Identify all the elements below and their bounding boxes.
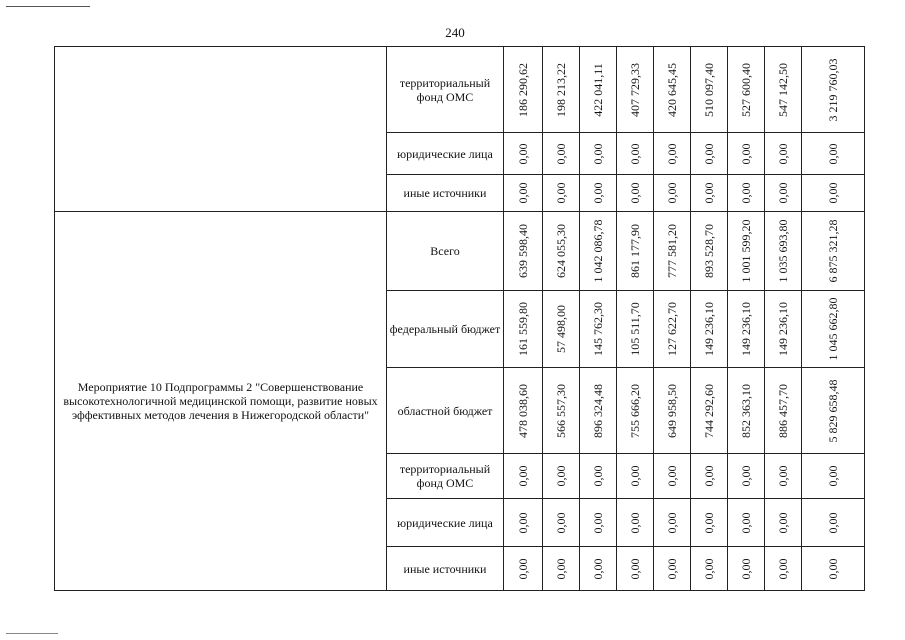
value-text: 0,00	[628, 558, 642, 579]
year-value-cell	[617, 368, 654, 454]
value-text: 0,00	[516, 143, 530, 164]
total-value-cell	[802, 212, 865, 291]
value-text: 0,00	[554, 182, 568, 204]
funding-source-cell: иные источники	[387, 547, 504, 591]
value-text: 0,00	[826, 465, 840, 487]
value-text: 777 581,20	[665, 224, 679, 278]
year-value-cell	[765, 454, 802, 499]
value-text: 57 498,00	[554, 305, 568, 353]
total-value-cell	[802, 368, 865, 454]
year-value-cell	[504, 547, 543, 591]
value-text: 0,00	[702, 143, 716, 164]
year-value-cell	[543, 499, 580, 547]
value-text: 198 213,22	[554, 62, 568, 117]
funding-source-cell: территориальный фонд ОМС	[387, 47, 504, 133]
value-text: 0,00	[776, 182, 790, 204]
year-value-cell	[580, 368, 617, 454]
year-value-cell	[654, 291, 691, 368]
year-value-cell	[580, 133, 617, 175]
year-value-cell	[691, 368, 728, 454]
year-value-cell	[728, 212, 765, 291]
value-text: 0,00	[702, 558, 716, 579]
year-value-cell	[543, 175, 580, 212]
value-text: 422 041,11	[591, 62, 605, 117]
value-text: 0,00	[702, 465, 716, 487]
year-value-cell	[765, 175, 802, 212]
value-text: 0,00	[554, 465, 568, 487]
year-value-cell	[691, 291, 728, 368]
event-name-cell	[55, 47, 387, 212]
value-text: 0,00	[554, 143, 568, 164]
year-value-cell	[728, 175, 765, 212]
value-text: 149 236,10	[776, 302, 790, 356]
value-text: 0,00	[665, 512, 679, 533]
year-value-cell	[765, 499, 802, 547]
value-text: 3 219 760,03	[826, 58, 840, 121]
year-value-cell	[580, 212, 617, 291]
top-rule	[6, 6, 90, 7]
year-value-cell	[654, 547, 691, 591]
value-text: 0,00	[665, 465, 679, 487]
value-text: 0,00	[628, 143, 642, 164]
value-text: 566 557,30	[554, 383, 568, 438]
year-value-cell	[504, 368, 543, 454]
year-value-cell	[765, 47, 802, 133]
year-value-cell	[765, 547, 802, 591]
year-value-cell	[728, 454, 765, 499]
value-text: 0,00	[826, 512, 840, 533]
year-value-cell	[617, 291, 654, 368]
value-text: 0,00	[739, 143, 753, 164]
value-text: 861 177,90	[628, 224, 642, 278]
value-text: 105 511,70	[628, 302, 642, 356]
year-value-cell	[654, 212, 691, 291]
value-text: 0,00	[628, 182, 642, 204]
table-row	[55, 212, 865, 291]
year-value-cell	[765, 212, 802, 291]
total-value-cell	[802, 133, 865, 175]
year-value-cell	[728, 133, 765, 175]
event-name-cell: Мероприятие 10 Подпрограммы 2 "Совершенствование высокотехнологичной медицинской помощи, развитие новых эффективных методов лечения в Нижегородской области"	[55, 212, 387, 591]
value-text: 0,00	[554, 512, 568, 533]
value-text: 161 559,80	[516, 302, 530, 356]
value-text: 0,00	[826, 182, 840, 204]
year-value-cell	[691, 499, 728, 547]
value-text: 0,00	[776, 512, 790, 533]
bottom-rule	[6, 633, 58, 634]
funding-source-cell: иные источники	[387, 175, 504, 212]
year-value-cell	[543, 454, 580, 499]
value-text: 510 097,40	[702, 62, 716, 117]
value-text: 896 324,48	[591, 383, 605, 438]
year-value-cell	[617, 47, 654, 133]
year-value-cell	[504, 291, 543, 368]
year-value-cell	[654, 454, 691, 499]
year-value-cell	[654, 499, 691, 547]
total-value-cell	[802, 291, 865, 368]
year-value-cell	[765, 368, 802, 454]
table-body	[55, 47, 865, 591]
year-value-cell	[728, 547, 765, 591]
value-text: 5 829 658,48	[826, 379, 840, 442]
year-value-cell	[504, 499, 543, 547]
year-value-cell	[504, 133, 543, 175]
year-value-cell	[617, 133, 654, 175]
value-text: 0,00	[776, 143, 790, 164]
year-value-cell	[543, 212, 580, 291]
value-text: 639 598,40	[516, 224, 530, 278]
value-text: 127 622,70	[665, 302, 679, 356]
year-value-cell	[580, 499, 617, 547]
year-value-cell	[504, 212, 543, 291]
value-text: 0,00	[702, 512, 716, 533]
funding-source-cell: юридические лица	[387, 133, 504, 175]
value-text: 547 142,50	[776, 62, 790, 117]
value-text: 0,00	[776, 465, 790, 487]
value-text: 1 001 599,20	[739, 219, 753, 283]
value-text: 0,00	[776, 558, 790, 579]
year-value-cell	[654, 47, 691, 133]
page-number: 240	[445, 25, 465, 40]
year-value-cell	[691, 175, 728, 212]
value-text: 0,00	[516, 182, 530, 204]
funding-source-cell: областной бюджет	[387, 368, 504, 454]
year-value-cell	[580, 175, 617, 212]
year-value-cell	[691, 133, 728, 175]
value-text: 186 290,62	[516, 62, 530, 117]
value-text: 624 055,30	[554, 224, 568, 278]
value-text: 6 875 321,28	[826, 219, 840, 283]
total-value-cell	[802, 175, 865, 212]
value-text: 0,00	[826, 143, 840, 164]
value-text: 0,00	[554, 558, 568, 579]
value-text: 0,00	[739, 182, 753, 204]
year-value-cell	[543, 368, 580, 454]
year-value-cell	[617, 212, 654, 291]
budget-table	[54, 46, 865, 591]
value-text: 886 457,70	[776, 383, 790, 438]
value-text: 527 600,40	[739, 62, 753, 117]
value-text: 0,00	[826, 558, 840, 579]
value-text: 0,00	[665, 558, 679, 579]
value-text: 649 958,50	[665, 383, 679, 438]
year-value-cell	[504, 454, 543, 499]
value-text: 0,00	[516, 558, 530, 579]
year-value-cell	[691, 47, 728, 133]
year-value-cell	[654, 175, 691, 212]
funding-source-cell: федеральный бюджет	[387, 291, 504, 368]
value-text: 755 666,20	[628, 383, 642, 438]
value-text: 852 363,10	[739, 383, 753, 438]
year-value-cell	[504, 175, 543, 212]
year-value-cell	[728, 291, 765, 368]
total-value-cell	[802, 454, 865, 499]
year-value-cell	[691, 454, 728, 499]
year-value-cell	[543, 291, 580, 368]
value-text: 0,00	[739, 512, 753, 533]
funding-source-cell: юридические лица	[387, 499, 504, 547]
year-value-cell	[580, 47, 617, 133]
funding-source-cell: Всего	[387, 212, 504, 291]
value-text: 0,00	[628, 465, 642, 487]
year-value-cell	[543, 547, 580, 591]
value-text: 893 528,70	[702, 224, 716, 278]
value-text: 0,00	[628, 512, 642, 533]
value-text: 744 292,60	[702, 383, 716, 438]
value-text: 0,00	[665, 143, 679, 164]
value-text: 0,00	[665, 182, 679, 204]
value-text: 0,00	[516, 512, 530, 533]
value-text: 0,00	[591, 465, 605, 487]
value-text: 0,00	[516, 465, 530, 487]
year-value-cell	[728, 47, 765, 133]
value-text: 145 762,30	[591, 302, 605, 356]
value-text: 149 236,10	[739, 302, 753, 356]
year-value-cell	[543, 133, 580, 175]
value-text: 0,00	[702, 182, 716, 204]
value-text: 478 038,60	[516, 383, 530, 438]
value-text: 0,00	[739, 558, 753, 579]
total-value-cell	[802, 547, 865, 591]
year-value-cell	[728, 499, 765, 547]
value-text: 1 035 693,80	[776, 219, 790, 283]
value-text: 0,00	[739, 465, 753, 487]
year-value-cell	[504, 47, 543, 133]
year-value-cell	[617, 175, 654, 212]
value-text: 149 236,10	[702, 302, 716, 356]
total-value-cell	[802, 499, 865, 547]
year-value-cell	[580, 547, 617, 591]
year-value-cell	[765, 133, 802, 175]
table-row	[55, 47, 865, 133]
year-value-cell	[654, 368, 691, 454]
total-value-cell	[802, 47, 865, 133]
year-value-cell	[728, 368, 765, 454]
value-text: 0,00	[591, 558, 605, 579]
year-value-cell	[691, 212, 728, 291]
value-text: 0,00	[591, 512, 605, 533]
value-text: 0,00	[591, 182, 605, 204]
year-value-cell	[580, 291, 617, 368]
year-value-cell	[691, 547, 728, 591]
year-value-cell	[617, 547, 654, 591]
funding-source-cell: территориальный фонд ОМС	[387, 454, 504, 499]
value-text: 1 045 662,80	[826, 297, 840, 361]
value-text: 1 042 086,78	[591, 219, 605, 283]
year-value-cell	[765, 291, 802, 368]
value-text: 407 729,33	[628, 62, 642, 117]
year-value-cell	[654, 133, 691, 175]
year-value-cell	[617, 499, 654, 547]
year-value-cell	[617, 454, 654, 499]
value-text: 420 645,45	[665, 62, 679, 117]
value-text: 0,00	[591, 143, 605, 164]
year-value-cell	[580, 454, 617, 499]
year-value-cell	[543, 47, 580, 133]
